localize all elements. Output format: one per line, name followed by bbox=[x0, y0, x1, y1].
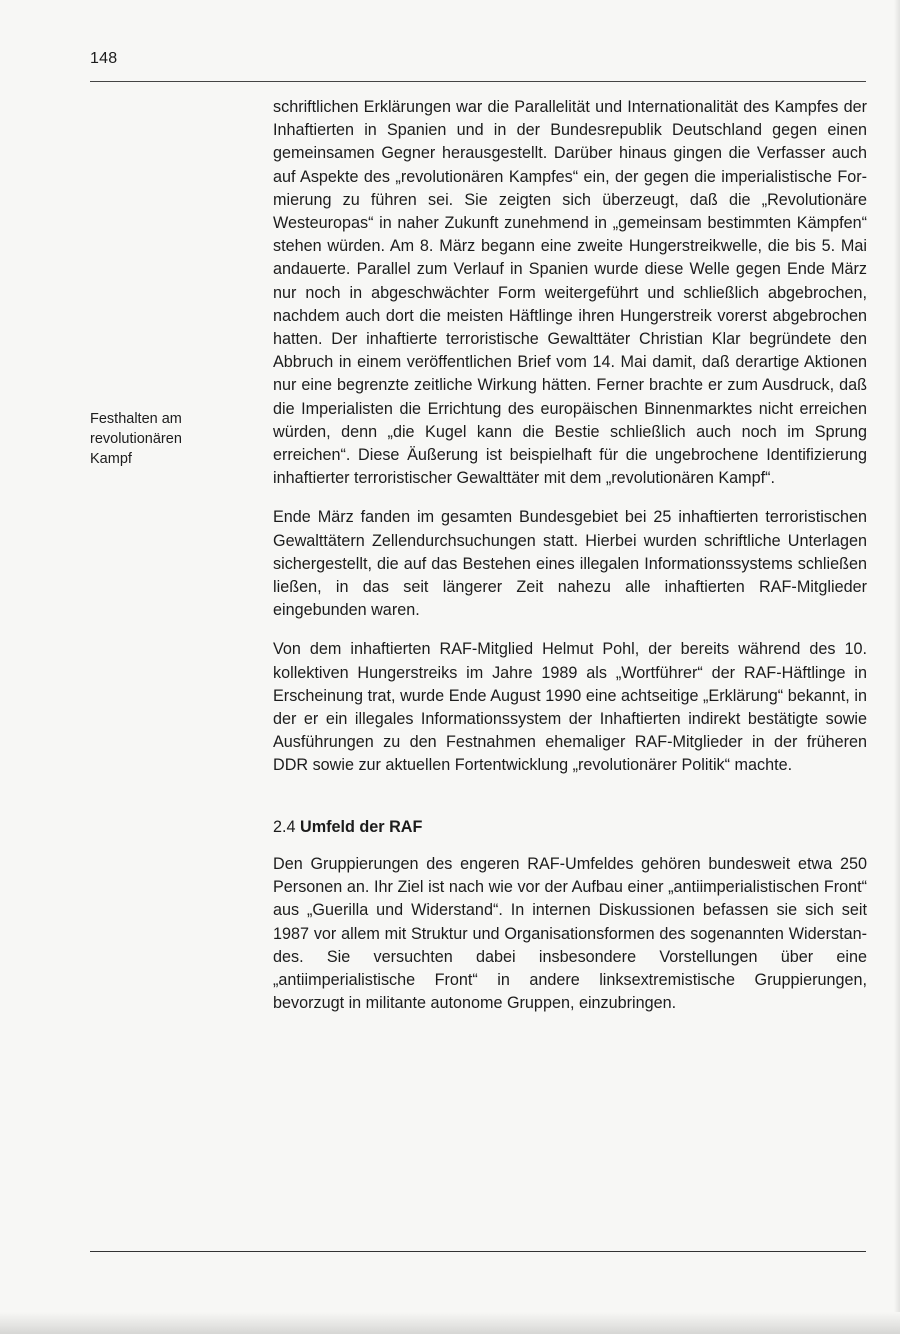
margin-note bbox=[90, 409, 240, 469]
section-heading bbox=[273, 816, 867, 839]
main-text-column bbox=[273, 96, 867, 1031]
margin-note-line: Festhalten am bbox=[90, 411, 182, 427]
page-number: 148 bbox=[90, 50, 118, 67]
body-paragraph: schriftlichen Erklärungen war die Parallelität und Internationalität des Kampfes der Inhaftierten in Spanien und in der Bundesrepublik Deutschland gegen einen gemeinsamen Gegner herausgestellt. Darüber hinaus gingen die Verfasser auch auf Aspekte des „revolutionären Kampfes“ ein, der gegen die imperialistische Formierung zu führen sei. Sie zeigten sich überzeugt, daß die „Revolutionäre Westeuropas“ in naher Zukunft zunehmend in „gemeinsam bestimmten Kämpfen“ stehen würden. Am 8. März begann eine zweite Hungerstreikwelle, die bis 5. Mai andauerte. Parallel zum Verlauf in Spanien wurde diese Welle gegen Ende März nur noch in abgeschwächter Form weitergeführt und schließlich abgebrochen, nachdem auch dort die meisten Häftlinge ihren Hungerstreik vorerst abgebrochen hatten. Der inhaftierte terroristische Gewalttäter Christian Klar begründete den Abbruch in einem veröffentlichen Brief vom 14. Mai damit, daß derartige Aktionen nur eine begrenzte zeitliche Wirkung hätten. Ferner brachte er zum Ausdruck, daß die Imperialisten die Errichtung des europäischen Binnenmarktes nicht erreichen würden, denn „die Kugel kann die Bestie schließlich auch noch im Sprung erreichen“. Diese Äußerung ist beispielhaft für die ungebrochene Identifizierung inhaftierter terroristischer Gewalttäter mit dem „revolutionären Kampf“. bbox=[273, 98, 867, 488]
body-paragraph: Von dem inhaftierten RAF-Mitglied Helmut Pohl, der bereits während des 10. kollektiven Hungerstreiks im Jahre 1989 als „Wortführer“ der RAF-Häftlinge in Erscheinung trat, wurde Ende August 1990 eine achtseitige „Erklärung“ bekannt, in der er ein illegales Informationssystem der Inhaftierten indirekt bestätigte sowie Ausführungen zu den Festnahmen ehemaliger RAF-Mitglieder in der früheren DDR sowie zur aktuellen Fortentwicklung „revolutionärer Politik“ machte. bbox=[273, 640, 867, 775]
body-paragraph: Ende März fanden im gesamten Bundesgebiet bei 25 inhaftierten terroristischen Gewalttätern Zellendurchsuchungen statt. Hierbei wurden schriftliche Unterlagen sichergestellt, die auf das Bestehen eines illegalen Informationssystems schließen ließen, in das seit längerer Zeit nahezu alle inhaftierten RAF-Mitglieder eingebunden waren. bbox=[273, 508, 867, 620]
scan-edge-shadow bbox=[894, 0, 900, 1334]
section-number: 2.4 bbox=[273, 817, 296, 836]
section-paragraph: Den Gruppierungen des engeren RAF-Umfeldes gehören bundesweit etwa 250 Personen an. Ihr Ziel ist nach wie vor der Aufbau einer „antiimperialistischen Front“ aus „Guerilla und Widerstand“. In internen Diskussionen befassen sie sich seit 1987 vor allem mit Struktur und Organisationsformen des sogenannten Widerstandes. Sie versuchten dabei insbesondere Vorstellungen über eine „antiimperialistische Front“ in andere linksextremistische Gruppierungen, bevorzugt in militante autonome Gruppen, einzubringen. bbox=[273, 854, 867, 1013]
margin-note-line: revolutionären bbox=[90, 431, 182, 447]
scan-bottom-shadow bbox=[0, 1312, 900, 1334]
footer-rule bbox=[90, 1251, 866, 1252]
section-title: Umfeld der RAF bbox=[300, 817, 423, 836]
margin-note-line: Kampf bbox=[90, 451, 132, 467]
header-rule bbox=[90, 81, 866, 82]
